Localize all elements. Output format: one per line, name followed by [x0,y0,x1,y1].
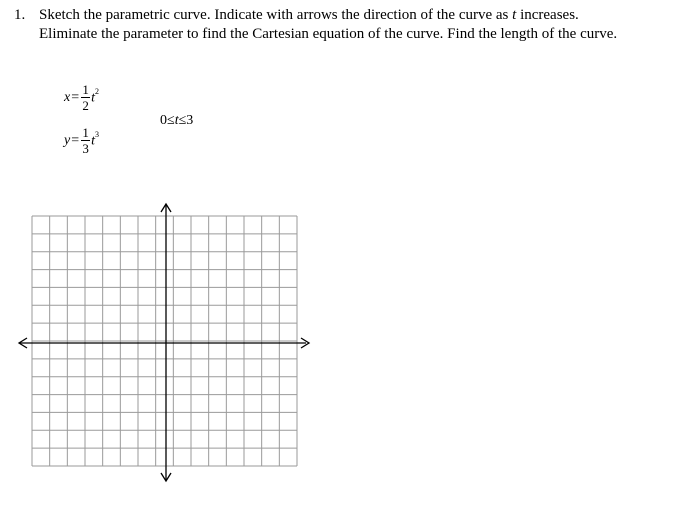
y-eq-equals: = [71,132,80,148]
problem-line-1-pre: Sketch the parametric curve. Indicate with arrows the direction of the curve as [39,7,513,23]
range-low: 0 [160,113,167,128]
x-eq-exponent: 2 [95,86,100,96]
x-eq-var: t [91,90,96,106]
x-eq-numerator: 1 [82,82,89,97]
y-eq-numerator: 1 [82,125,89,140]
y-eq-lhs: y [64,132,71,148]
range-rel-1: ≤ [167,113,175,128]
x-eq-lhs: x [64,89,71,105]
axes [19,204,309,481]
y-eq-var: t [91,133,96,149]
problem-line-1-var: t [512,7,517,23]
range-high: 3 [186,113,194,128]
y-eq-denominator: 3 [82,141,89,156]
range-var: t [174,113,179,128]
grid-lines [32,216,297,466]
range-rel-2: ≤ [178,113,187,128]
problem-number: 1. [14,7,26,23]
problem-line-1-post: increases. [516,7,579,23]
y-eq-exponent: 3 [95,129,100,139]
x-eq-equals: = [71,89,80,105]
x-eq-denominator: 2 [82,98,89,113]
problem-line-2: Eliminate the parameter to find the Cartesian equation of the curve. Find the length of the curve. [39,26,618,42]
